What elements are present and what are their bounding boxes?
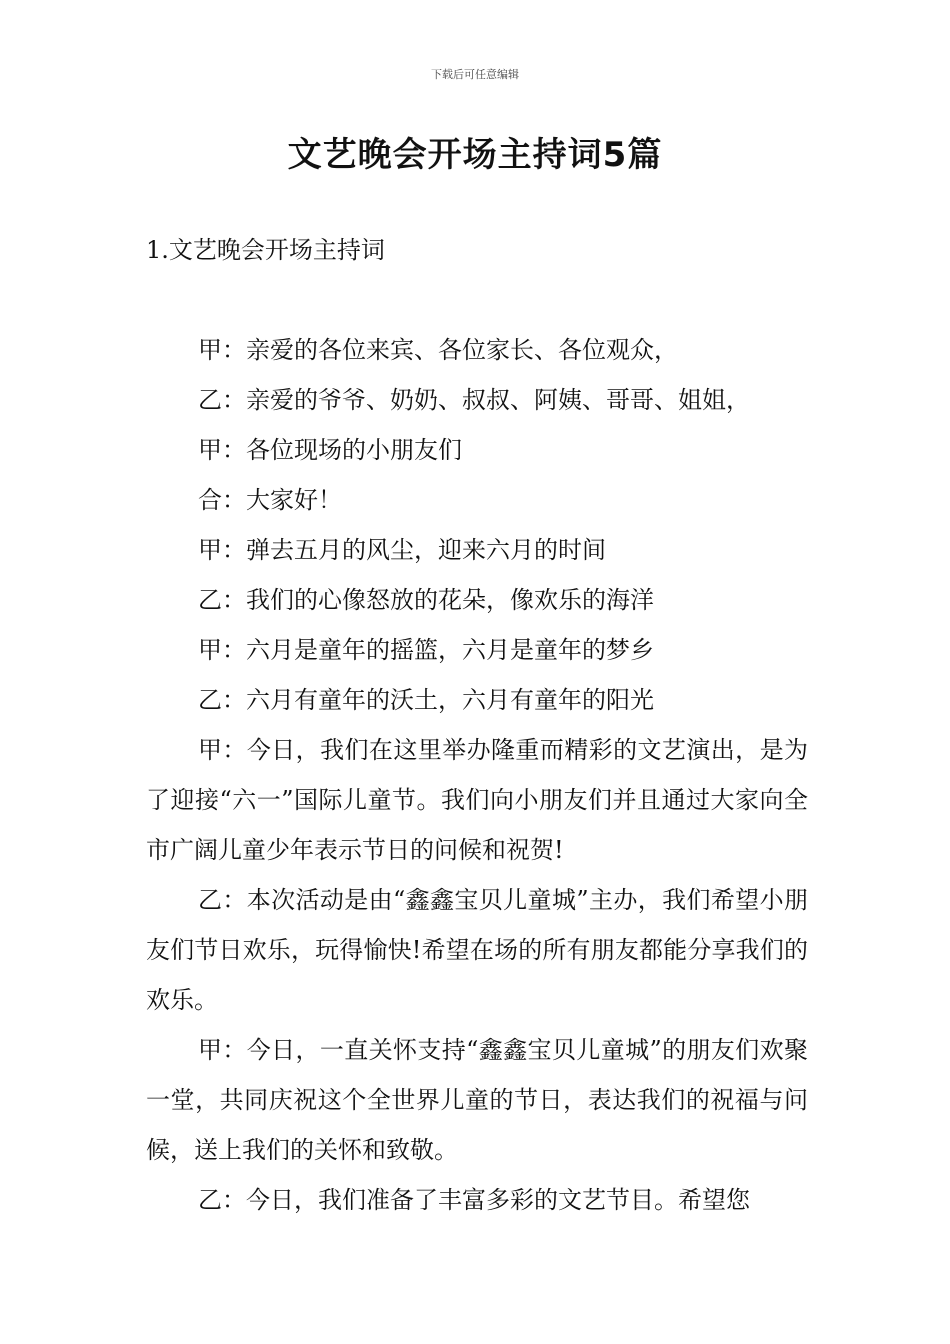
paragraph: 甲：弹去五月的风尘，迎来六月的时间 <box>198 536 606 564</box>
section-heading: 1.文艺晚会开场主持词 <box>146 236 385 264</box>
header-note: 下载后可任意编辑 <box>431 68 519 81</box>
paragraph: 甲：六月是童年的摇篮，六月是童年的梦乡 <box>198 636 654 664</box>
paragraph: 乙：我们的心像怒放的花朵，像欢乐的海洋 <box>198 586 654 614</box>
body-text <box>146 325 808 1225</box>
paragraph: 甲：今日，一直关怀支持“鑫鑫宝贝儿童城”的朋友们欢聚一堂，共同庆祝这个全世界儿童的节日，表达我们的祝福与问候，送上我们的关怀和致敬。 <box>146 1036 808 1164</box>
paragraph: 乙：本次活动是由“鑫鑫宝贝儿童城”主办，我们希望小朋友们节日欢乐，玩得愉快!希望在场的所有朋友都能分享我们的欢乐。 <box>146 886 808 1014</box>
paragraph: 乙：亲爱的爷爷、奶奶、叔叔、阿姨、哥哥、姐姐， <box>198 386 750 414</box>
paragraph: 乙：六月有童年的沃土，六月有童年的阳光 <box>198 686 654 714</box>
paragraph: 合：大家好！ <box>198 486 342 514</box>
paragraph: 甲：亲爱的各位来宾、各位家长、各位观众， <box>198 336 678 364</box>
paragraph: 甲：今日，我们在这里举办隆重而精彩的文艺演出，是为了迎接“六一”国际儿童节。我们向小朋友们并且通过大家向全市广阔儿童少年表示节日的问候和祝贺! <box>146 736 808 864</box>
paragraph: 乙：今日，我们准备了丰富多彩的文艺节目。希望您 <box>198 1186 750 1214</box>
paragraph: 甲：各位现场的小朋友们 <box>198 436 462 464</box>
document-title: 文艺晚会开场主持词5篇 <box>287 135 663 175</box>
